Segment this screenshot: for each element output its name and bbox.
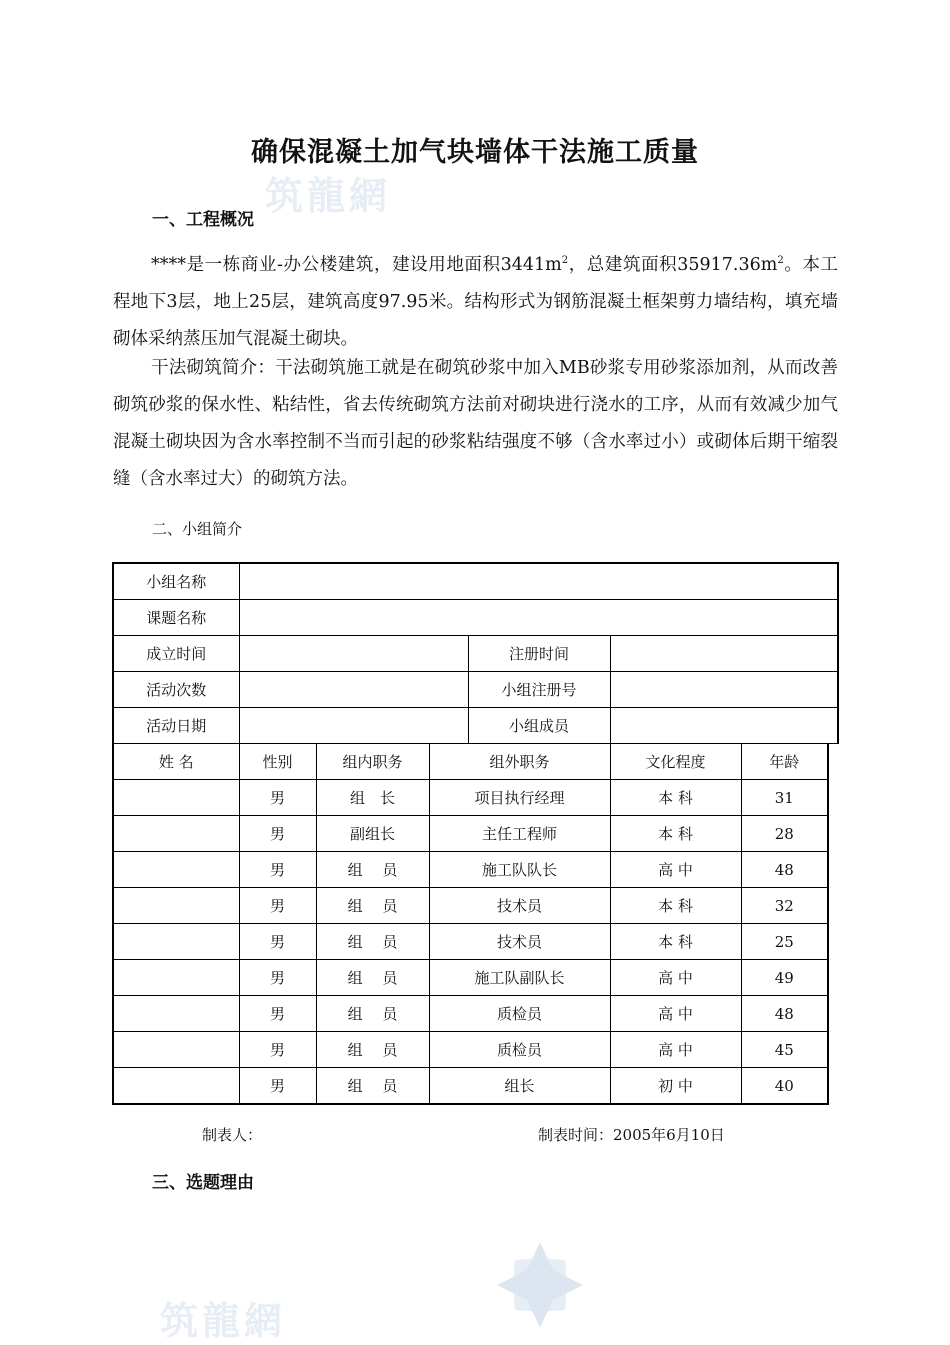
table-gap xyxy=(828,852,838,888)
info-label-topic-name: 课题名称 xyxy=(113,600,239,636)
table-date: 制表时间：2005年6月10日 xyxy=(538,1126,725,1144)
info-value-members xyxy=(610,708,838,744)
member-age-cell: 32 xyxy=(741,888,828,924)
table-row xyxy=(113,1068,838,1105)
member-name-cell xyxy=(113,960,239,996)
member-inner-role-cell: 组 员 xyxy=(316,960,429,996)
member-gender-cell: 男 xyxy=(239,924,316,960)
member-outer-role-cell: 施工队队长 xyxy=(429,852,610,888)
section-heading-overview: 一、工程概况 xyxy=(152,210,254,230)
table-gap xyxy=(828,780,838,816)
table-gap xyxy=(828,744,838,780)
table-row xyxy=(113,996,838,1032)
column-header-inner-role: 组内职务 xyxy=(316,744,429,780)
member-inner-role-cell: 副组长 xyxy=(316,816,429,852)
member-age-cell: 25 xyxy=(741,924,828,960)
member-gender-cell: 男 xyxy=(239,888,316,924)
table-gap xyxy=(828,888,838,924)
member-gender-cell: 男 xyxy=(239,816,316,852)
info-value-reg-no xyxy=(610,672,838,708)
member-inner-role-cell: 组 长 xyxy=(316,780,429,816)
member-outer-role-cell: 质检员 xyxy=(429,996,610,1032)
member-gender-cell: 男 xyxy=(239,780,316,816)
watermark-text-bottom: 筑龍網 xyxy=(160,1298,287,1343)
member-education-cell: 高 中 xyxy=(610,960,741,996)
member-rows xyxy=(113,780,838,1105)
info-value-topic-name xyxy=(239,600,838,636)
document-title: 确保混凝土加气块墙体干法施工质量 xyxy=(251,137,699,168)
member-gender-cell: 男 xyxy=(239,1032,316,1068)
group-table xyxy=(112,562,839,1105)
member-outer-role-cell: 施工队副队长 xyxy=(429,960,610,996)
member-gender-cell: 男 xyxy=(239,996,316,1032)
member-gender-cell: 男 xyxy=(239,852,316,888)
table-row xyxy=(113,960,838,996)
table-row xyxy=(113,780,838,816)
table-gap xyxy=(828,924,838,960)
info-label-group-name: 小组名称 xyxy=(113,563,239,600)
table-row xyxy=(113,816,838,852)
info-label-reg-no: 小组注册号 xyxy=(468,672,610,708)
table-gap xyxy=(828,960,838,996)
section-heading-group: 二、小组简介 xyxy=(152,520,243,538)
member-outer-role-cell: 项目执行经理 xyxy=(429,780,610,816)
member-gender-cell: 男 xyxy=(239,1068,316,1105)
member-education-cell: 本 科 xyxy=(610,816,741,852)
member-inner-role-cell: 组 员 xyxy=(316,888,429,924)
watermark-text: 筑龍網 xyxy=(265,173,392,218)
info-value-group-name xyxy=(239,563,838,600)
member-name-cell xyxy=(113,1032,239,1068)
info-value-activity-date xyxy=(239,708,468,744)
member-name-cell xyxy=(113,924,239,960)
member-age-cell: 40 xyxy=(741,1068,828,1105)
member-age-cell: 28 xyxy=(741,816,828,852)
member-name-cell xyxy=(113,888,239,924)
member-gender-cell: 男 xyxy=(239,960,316,996)
info-value-registered xyxy=(610,636,838,672)
table-row xyxy=(113,924,838,960)
member-inner-role-cell: 组 员 xyxy=(316,924,429,960)
member-outer-role-cell: 质检员 xyxy=(429,1032,610,1068)
member-education-cell: 高 中 xyxy=(610,996,741,1032)
member-outer-role-cell: 组长 xyxy=(429,1068,610,1105)
table-row xyxy=(113,1032,838,1068)
dry-method-paragraph: 干法砌筑简介：干法砌筑施工就是在砌筑砂浆中加入MB砂浆专用砂浆添加剂，从而改善砌筑砂浆的保水性、粘结性，省去传统砌筑方法前对砌块进行浇水的工序，从而有效减少加气混凝土砌块因为含水率控制不当而引起的砂浆粘结强度不够（含水率过小）或砌体后期干缩裂缝（含水率过大）的砌筑方法。 xyxy=(113,358,838,489)
member-outer-role-cell: 主任工程师 xyxy=(429,816,610,852)
column-header-name: 姓 名 xyxy=(113,744,239,780)
info-label-activity-date: 活动日期 xyxy=(113,708,239,744)
member-age-cell: 48 xyxy=(741,996,828,1032)
member-inner-role-cell: 组 员 xyxy=(316,852,429,888)
member-education-cell: 本 科 xyxy=(610,888,741,924)
info-label-members: 小组成员 xyxy=(468,708,610,744)
member-inner-role-cell: 组 员 xyxy=(316,996,429,1032)
member-name-cell xyxy=(113,816,239,852)
member-education-cell: 本 科 xyxy=(610,780,741,816)
info-label-activities: 活动次数 xyxy=(113,672,239,708)
member-inner-role-cell: 组 员 xyxy=(316,1032,429,1068)
member-name-cell xyxy=(113,1068,239,1105)
section-heading-reason: 三、选题理由 xyxy=(152,1173,254,1193)
column-header-gender: 性别 xyxy=(239,744,316,780)
member-name-cell xyxy=(113,780,239,816)
member-education-cell: 本 科 xyxy=(610,924,741,960)
member-education-cell: 高 中 xyxy=(610,852,741,888)
watermark-logo-icon xyxy=(495,1240,585,1330)
table-gap xyxy=(828,816,838,852)
info-value-activities xyxy=(239,672,468,708)
table-gap xyxy=(828,1068,838,1105)
table-row xyxy=(113,852,838,888)
column-header-education: 文化程度 xyxy=(610,744,741,780)
member-name-cell xyxy=(113,996,239,1032)
info-label-registered: 注册时间 xyxy=(468,636,610,672)
member-age-cell: 31 xyxy=(741,780,828,816)
member-inner-role-cell: 组 员 xyxy=(316,1068,429,1105)
member-education-cell: 初 中 xyxy=(610,1068,741,1105)
member-age-cell: 45 xyxy=(741,1032,828,1068)
table-maker: 制表人： xyxy=(202,1126,263,1144)
column-header-age: 年龄 xyxy=(741,744,828,780)
column-header-outer-role: 组外职务 xyxy=(429,744,610,780)
info-value-founded xyxy=(239,636,468,672)
member-education-cell: 高 中 xyxy=(610,1032,741,1068)
info-label-founded: 成立时间 xyxy=(113,636,239,672)
member-age-cell: 48 xyxy=(741,852,828,888)
table-row xyxy=(113,888,838,924)
table-gap xyxy=(828,1032,838,1068)
overview-paragraph: ****是一栋商业-办公楼建筑，建设用地面积$3441m^2$，总建筑面积$35917.36m^2$。本工程地下3层，地上25层，建筑高度97.95米。结构形式为钢筋混凝土框架剪力墙结构，填充墙砌体采纳蒸压加气混凝土砌块。 xyxy=(113,254,839,349)
table-gap xyxy=(828,996,838,1032)
member-name-cell xyxy=(113,852,239,888)
member-outer-role-cell: 技术员 xyxy=(429,924,610,960)
member-age-cell: 49 xyxy=(741,960,828,996)
member-outer-role-cell: 技术员 xyxy=(429,888,610,924)
